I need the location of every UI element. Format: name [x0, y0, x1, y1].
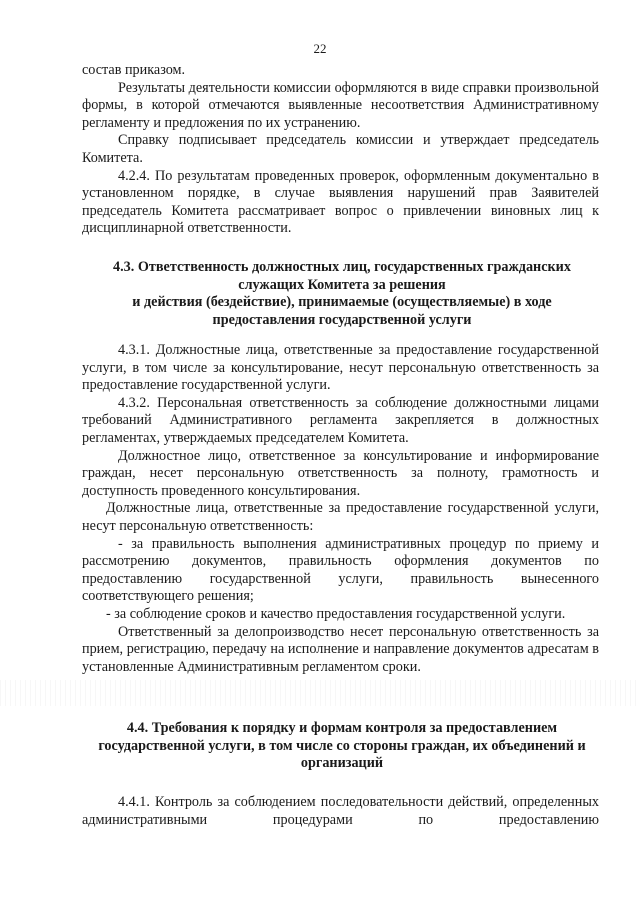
paragraph: Должностные лица, ответственные за предоставление государственной услуги, несут персональную ответственность:: [82, 500, 599, 534]
scan-artifact: [0, 680, 640, 706]
paragraph: Должностное лицо, ответственное за консультирование и информирование граждан, несет персональную ответственность за полноту, грамотность и доступность проведенного консультирования.: [82, 447, 599, 499]
paragraph: состав приказом.: [82, 62, 186, 78]
paragraph: 4.2.4. По результатам проведенных проверок, оформленным документально в установленном порядке, в случае выявления нарушений прав Заявителей председатель Комитета рассматривает вопрос о привлечении виновных лиц к дисциплинарной ответственности.: [82, 167, 599, 237]
section-heading-4-4: [82, 720, 602, 773]
heading-line: и действия (бездействие), принимаемые (осуществляемые) в ходе предоставления государственной услуги: [132, 294, 552, 328]
paragraph: 4.3.1. Должностные лица, ответственные за предоставление государственной услуги, в том числе за консультирование, несут персональную ответственность за предоставление государственной услуги.: [82, 342, 599, 394]
heading-line: 4.4. Требования к порядку и формам контроля за предоставлением государственной услуги, в том числе со стороны граждан, их объединений и организаций: [98, 720, 586, 772]
list-item: - за соблюдение сроков и качество предоставления государственной услуги.: [106, 605, 566, 622]
page-number: 22: [313, 41, 327, 56]
text-block-1: [82, 62, 599, 238]
paragraph: Справку подписывает председатель комиссии и утверждает председатель Комитета.: [82, 132, 599, 166]
section-heading-4-3: [82, 259, 602, 329]
paragraph: Ответственный за делопроизводство несет персональную ответственность за прием, регистрацию, передачу на исполнение и направление документов адресатам в установленные Административным регламентом сроки.: [82, 623, 599, 675]
text-block-3: [82, 794, 599, 829]
paragraph: Результаты деятельности комиссии оформляются в виде справки произвольной формы, в которой отмечаются выявленные несоответствия Административному регламенту и предложения по их устранению.: [82, 79, 599, 131]
heading-line: 4.3. Ответственность должностных лиц, государственных гражданских служащих Комитета за решения: [113, 259, 571, 293]
list-item: - за правильность выполнения административных процедур по приему и рассмотрению документов, правильность оформления документов по предоставлению государственной услуги, правильность вынесенного соответствующего решения;: [82, 535, 599, 605]
text-block-2: [82, 342, 599, 676]
paragraph: 4.4.1. Контроль за соблюдением последовательности действий, определенных административными процедурами по предоставлению: [82, 794, 599, 828]
paragraph: 4.3.2. Персональная ответственность за соблюдение должностными лицами требований Административного регламента закрепляется в должностных регламентах, утверждаемых председателем Комитета.: [82, 394, 599, 446]
